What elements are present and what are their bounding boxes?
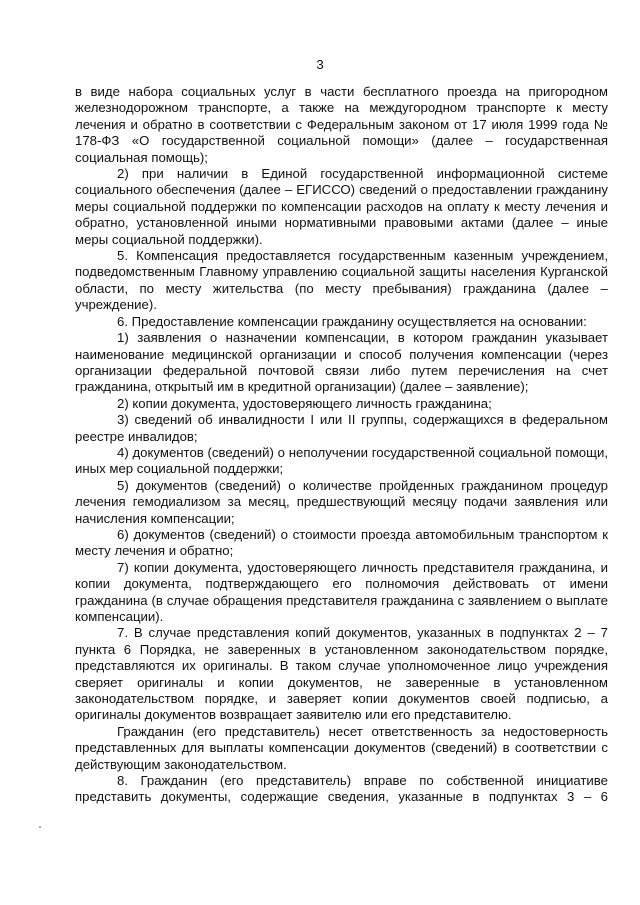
paragraph-item-8: 8. Гражданин (его представитель) вправе по собственной инициативе представить документы, содержащие сведения, указанные в подпунктах 3 – 6: [75, 773, 608, 805]
paragraph-subitem-4: 4) документов (сведений) о неполучении государственной социальной помощи, иных мер социальной поддержки;: [75, 444, 608, 477]
document-body: [75, 84, 608, 806]
paragraph-subitem-5: 5) документов (сведений) о количестве пройденных гражданином процедур лечения гемодиализом за месяц, предшествующий месяцу подачи заявления или начисления компенсации;: [75, 477, 608, 526]
paragraph-subitem-2: 2) копии документа, удостоверяющего личность гражданина;: [117, 395, 492, 411]
paragraph-subitem-2-egisso: 2) при наличии в Единой государственной информационной системе социального обеспечения (далее – ЕГИССО) сведений о предоставлении гражданину меры социальной поддержки по компенсации расходов на оплату к месту лечения и обратно, установленной иными нормативными правовыми актами (далее – иные меры социальной поддержки).: [75, 166, 608, 247]
paragraph-item-7: 7. В случае представления копий документов, указанных в подпунктах 2 – 7 пункта 6 Порядка, не заверенных в установленном законодательством порядке, представляются их оригиналы. В таком случае уполномоченное лицо учреждения сверяет оригиналы и копии документов, не заверенные в установленном законодательством порядке, и заверяет копии документов своей подписью, а оригиналы документов возвращает заявителю или его представителю.: [75, 625, 608, 723]
paragraph-item-5: 5. Компенсация предоставляется государственным казенным учреждением, подведомственным Главному управлению социальной защиты населения Курганской области, по месту жительства (по месту пребывания) гражданина (далее – учреждение).: [75, 248, 608, 313]
paragraph-responsibility: Гражданин (его представитель) несет ответственность за недостоверность представленных для выплаты компенсации документов (сведений) в соответствии с действующим законодательством.: [75, 723, 608, 772]
paragraph-continuation: в виде набора социальных услуг в части бесплатного проезда на пригородном железнодорожном транспорте, а также на междугородном транспорте к месту лечения и обратно в соответствии с Федеральным законом от 17 июля 1999 года № 178-ФЗ «О государственной социальной помощи» (далее – государственная социальная помощь);: [75, 84, 608, 165]
paragraph-subitem-3: 3) сведений об инвалидности I или II группы, содержащихся в федеральном реестре инвалидов;: [75, 412, 608, 444]
paragraph-item-6: 6. Предоставление компенсации гражданину осуществляется на основании:: [117, 313, 587, 329]
paragraph-subitem-7: 7) копии документа, удостоверяющего личность представителя гражданина, и копии документа, подтверждающего его полномочия действовать от имени гражданина (в случае обращения представителя гражданина с заявлением о выплате компенсации).: [75, 559, 608, 624]
paragraph-subitem-1: 1) заявления о назначении компенсации, в котором гражданин указывает наименование медицинской организации и способ получения компенсации (через организации федеральной почтовой связи либо путем перечисления на счет гражданина, открытый им в кредитной организации) (далее – заявление);: [75, 330, 608, 395]
page-number: 3: [316, 57, 324, 72]
scan-speck: [39, 826, 41, 828]
paragraph-subitem-6: 6) документов (сведений) о стоимости проезда автомобильным транспортом к месту лечения и обратно;: [75, 526, 608, 559]
